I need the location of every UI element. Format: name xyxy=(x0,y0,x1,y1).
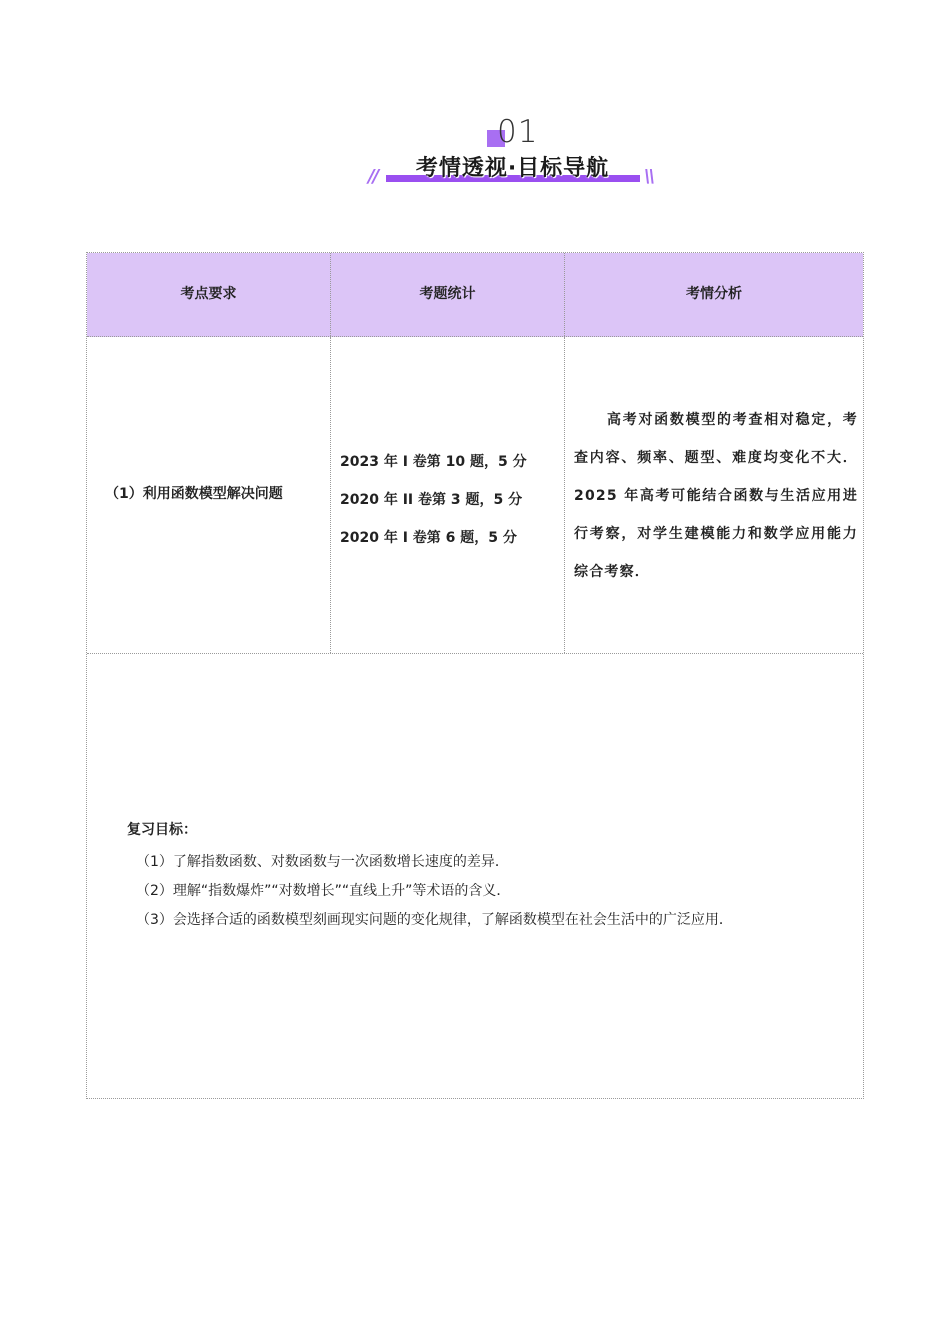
header-label-analysis: 考情分析 xyxy=(686,286,742,302)
review-goals xyxy=(127,819,847,935)
review-goal-item: （1）了解指数函数、对数函数与一次函数增长速度的差异． xyxy=(136,854,509,870)
exam-stats-list xyxy=(340,443,527,557)
requirement-text: （1）利用函数模型解决问题 xyxy=(105,486,283,502)
review-goal-item: （3）会选择合适的函数模型刻画现实问题的变化规律，了解函数模型在社会生活中的广泛应用． xyxy=(136,912,733,928)
header-cell-requirement xyxy=(87,253,331,336)
header-label-statistics: 考题统计 xyxy=(419,286,476,302)
section-title: 考情透视·目标导航 xyxy=(415,156,610,181)
exam-stat-item: 2023 年 I 卷第 10 题，5 分 xyxy=(340,454,527,470)
header-label-requirement: 考点要求 xyxy=(180,286,237,302)
statistics-cell xyxy=(331,337,565,653)
section-number: 01 xyxy=(497,114,539,150)
header-cell-statistics xyxy=(331,253,565,336)
exam-stat-item: 2020 年 II 卷第 3 题，5 分 xyxy=(340,492,523,508)
table-header-row xyxy=(87,253,863,337)
right-slash-decoration: \\ xyxy=(644,166,654,187)
table-row xyxy=(87,337,863,654)
left-slash-decoration: // xyxy=(368,166,378,187)
exam-analysis-table xyxy=(86,252,864,1099)
review-goals-title: 复习目标： xyxy=(127,822,197,838)
header-cell-analysis xyxy=(565,253,863,336)
analysis-text: 高考对函数模型的考查相对稳定，考查内容、频率、题型、难度均变化不大．2025 年高考可能结合函数与生活应用进行考察，对学生建模能力和数学应用能力综合考察． xyxy=(574,412,858,580)
review-goals-list xyxy=(127,848,847,935)
review-goal-item: （2）理解“指数爆炸”“对数增长”“直线上升”等术语的含义． xyxy=(136,883,511,899)
exam-stat-item: 2020 年 I 卷第 6 题，5 分 xyxy=(340,530,517,546)
requirement-cell xyxy=(87,337,331,653)
analysis-cell xyxy=(565,337,863,653)
section-header xyxy=(0,110,950,200)
